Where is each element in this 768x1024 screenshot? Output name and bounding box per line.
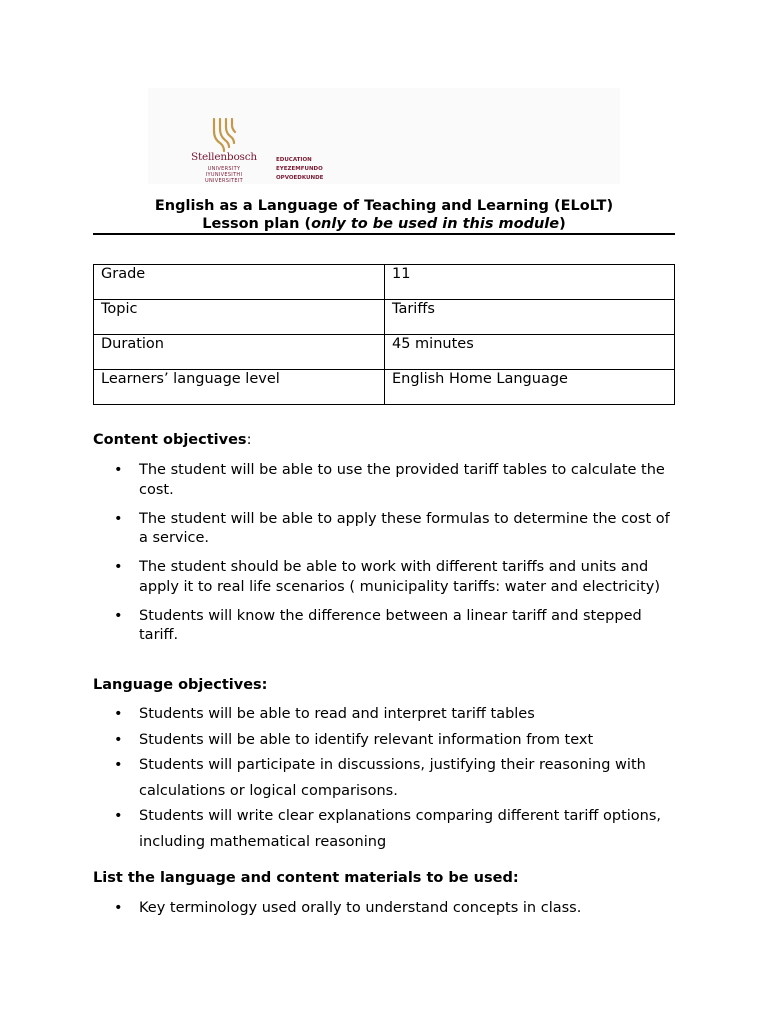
list-item-text: Students will know the difference between a linear tariff and stepped tariff. bbox=[139, 607, 642, 643]
list-item-text: Students will be able to identify relevant information from text bbox=[139, 731, 594, 748]
list-item-text: The student will be able to apply these formulas to determine the cost of a service. bbox=[139, 510, 670, 546]
table-label-cell: Topic bbox=[94, 300, 385, 335]
materials-heading: List the language and content materials to be used: bbox=[93, 870, 519, 886]
list-item bbox=[93, 804, 678, 855]
lesson-info-table bbox=[93, 264, 675, 405]
list-item bbox=[93, 510, 678, 549]
list-item bbox=[93, 607, 678, 646]
bullet-icon: • bbox=[114, 607, 123, 624]
title-line-1: English as a Language of Teaching and Learning (ELoLT) bbox=[154, 198, 614, 214]
table-row bbox=[94, 300, 675, 335]
bullet-icon: • bbox=[114, 808, 123, 824]
list-item bbox=[93, 753, 678, 804]
language-objectives-heading: Language objectives: bbox=[93, 677, 268, 693]
list-item bbox=[93, 702, 678, 728]
document-title bbox=[93, 197, 675, 233]
list-item-text: Students will participate in discussions, justifying their reasoning with calculations or logical comparisons. bbox=[139, 757, 646, 799]
table-row bbox=[94, 370, 675, 405]
list-item bbox=[93, 461, 678, 500]
table-value-cell: English Home Language bbox=[385, 370, 675, 405]
bullet-icon: • bbox=[114, 559, 123, 575]
title-suffix: ) bbox=[559, 216, 566, 232]
title-prefix: Lesson plan ( bbox=[202, 216, 312, 232]
table-value-cell: 45 minutes bbox=[385, 335, 675, 370]
university-name: Stellenbosch bbox=[191, 151, 257, 163]
bullet-icon: • bbox=[114, 510, 123, 527]
table-row bbox=[94, 335, 675, 370]
title-italic: only to be used in this module bbox=[311, 216, 560, 232]
subtitle-line: UNIVERSITY bbox=[207, 166, 241, 172]
bullet-icon: • bbox=[114, 757, 123, 773]
faculty-name bbox=[276, 156, 323, 183]
list-item-text: Students will be able to read and interpret tariff tables bbox=[139, 706, 535, 722]
list-item bbox=[93, 558, 678, 597]
list-item-text: Students will write clear explanations comparing different tariff options, including mathematical reasoning bbox=[139, 808, 662, 850]
title-line-2 bbox=[93, 215, 675, 233]
list-item-text: Key terminology used orally to understand concepts in class. bbox=[139, 900, 582, 916]
table-label-cell: Grade bbox=[94, 265, 385, 300]
title-underline bbox=[93, 233, 675, 235]
subtitle-line: UNIVERSITEIT bbox=[205, 178, 243, 184]
list-item-text: The student should be able to work with different tariffs and units and apply it to real life scenarios ( municipality tariffs: water and electricity) bbox=[139, 559, 661, 595]
table-row bbox=[94, 265, 675, 300]
heading-text: Content objectives bbox=[93, 432, 247, 448]
faculty-line: EDUCATION bbox=[276, 157, 312, 163]
table-label-cell: Duration bbox=[94, 335, 385, 370]
list-item-text: The student will be able to use the provided tariff tables to calculate the cost. bbox=[139, 462, 665, 498]
university-subtitle bbox=[188, 166, 260, 184]
subtitle-line: IYUNIVESITHI bbox=[205, 172, 243, 178]
list-item bbox=[93, 728, 678, 754]
language-objectives-list bbox=[93, 702, 678, 855]
bullet-icon: • bbox=[114, 900, 123, 916]
list-item bbox=[93, 899, 678, 919]
stellenbosch-crest-icon bbox=[210, 117, 238, 153]
content-objectives-heading bbox=[93, 432, 251, 448]
faculty-line: OPVOEDKUNDE bbox=[276, 175, 324, 181]
bullet-icon: • bbox=[114, 706, 123, 722]
table-label-cell: Learners’ language level bbox=[94, 370, 385, 405]
faculty-line: EYEZEMFUNDO bbox=[276, 166, 323, 172]
table-value-cell: 11 bbox=[385, 265, 675, 300]
bullet-icon: • bbox=[114, 731, 123, 748]
materials-list bbox=[93, 899, 678, 928]
bullet-icon: • bbox=[114, 462, 123, 478]
content-objectives-list bbox=[93, 461, 678, 655]
heading-colon: : bbox=[246, 432, 252, 448]
table-value-cell: Tariffs bbox=[385, 300, 675, 335]
